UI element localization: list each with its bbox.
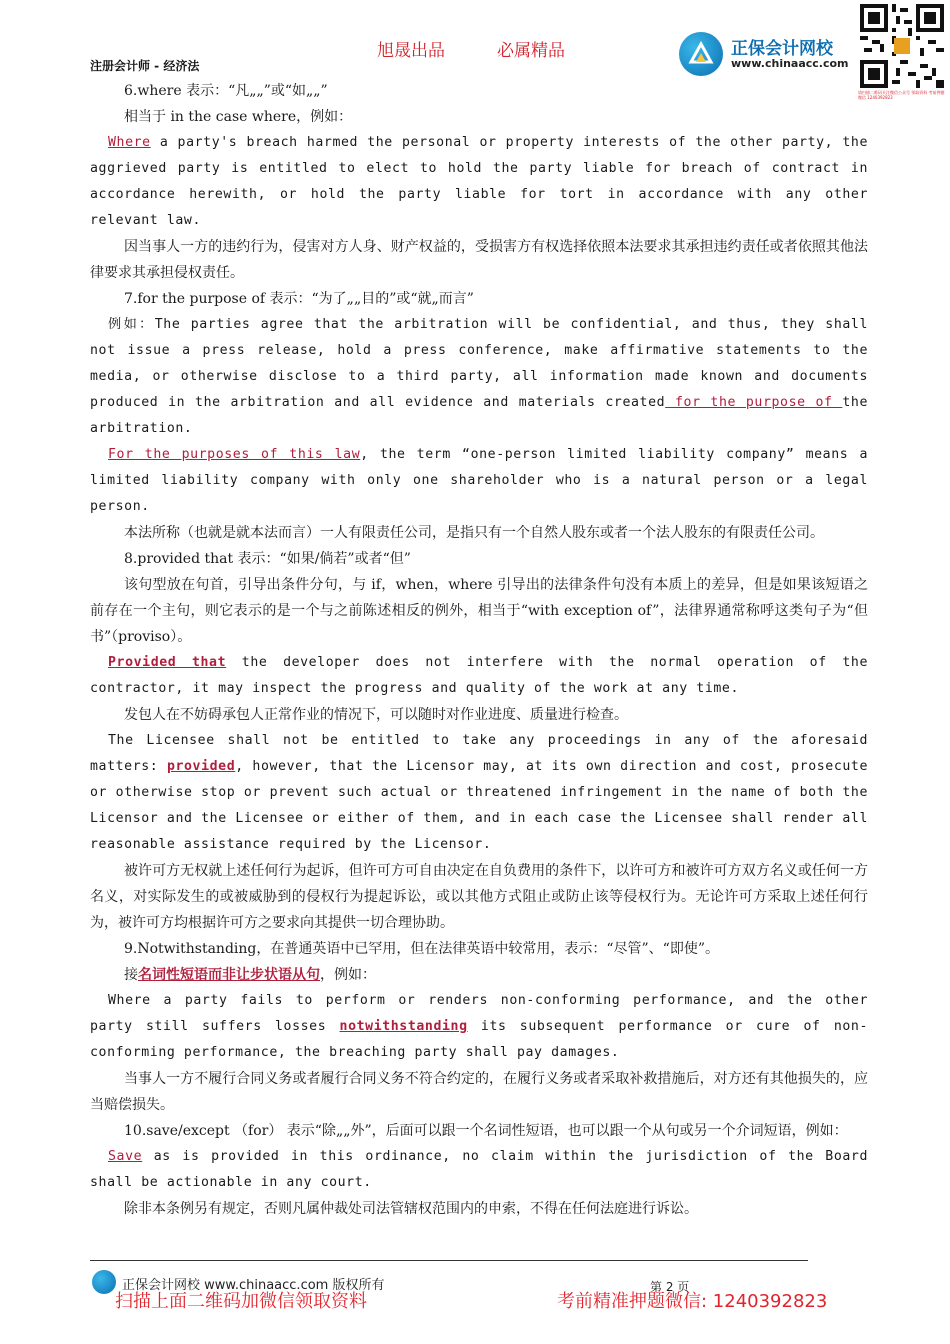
keyword-where: Where: [108, 135, 151, 150]
section-7-example-1-text-a: 例如：The parties agree that the arbitration will be confidential, and thus, they shall not issue a press release, hold a press conference, make affirmative statements to the media, or otherwise disclose to a third party, all information made known and documents produced in the arbitration and all evidence and materials created: [90, 317, 868, 410]
slogan-left: 旭晟出品: [377, 41, 445, 61]
section-10-translation: 除非本条例另有规定，否则凡属仲裁处司法管辖权范围内的申索，不得在任何法庭进行诉讼。: [124, 1201, 698, 1217]
section-6-title: 6.where 表示：“凡„„”或“如„„”: [124, 83, 328, 99]
brand-url: www.chinaacc.com: [731, 57, 849, 70]
section-9-example-text-a: Where a party fails to perform or renders non-conforming performance, and the other party still suffers losses: [90, 993, 868, 1034]
document-body: [90, 78, 868, 1222]
section-7-example-2: [90, 442, 868, 520]
section-7-translation: 本法所称（也就是就本法而言）一人有限责任公司，是指只有一个自然人股东或者一个法人股东的有限责任公司。: [124, 525, 824, 541]
keyword-notwithstanding: notwithstanding: [339, 1019, 468, 1034]
section-9-translation: 当事人一方不履行合同义务或者履行合同义务不符合约定的，在履行义务或者采取补救措施后，对方还有其他损失的，应当赔偿损失。: [90, 1071, 868, 1113]
section-8-example-2-text-b: , however, that the Licensor may, at its own direction and cost, prosecute or otherwise stop or prevent such actual or threatened infringement in the name of both the Licensor and the Licensee or either of them, and in each case the Licensee shall render all reasonable assistance required by the Licensor.: [90, 759, 868, 852]
section-9-note-text-b: ，例如：: [320, 967, 376, 983]
keyword-for-the-purpose-of: for the purpose of: [665, 395, 843, 410]
section-7-example-2-text: , the term “one-person limited liability company” means a limited liability company with only one shareholder who is a natural person or a legal person.: [90, 447, 868, 514]
section-7-example-1-text-b: the arbitration.: [90, 395, 869, 436]
footer-divider: [90, 1260, 808, 1261]
footer-copyright: 正保会计网校 www.chinaacc.com 版权所有: [122, 1278, 385, 1293]
section-7-example-1: [90, 312, 868, 442]
section-10-example-text: as is provided in this ordinance, no claim within the jurisdiction of the Board shall be actionable in any court.: [90, 1149, 868, 1190]
brand-name: 正保会计网校: [731, 39, 833, 59]
section-8-example-2-text-a: The Licensee shall not be entitled to take any proceedings in any of the aforesaid matters:: [90, 733, 868, 774]
keyword-noun-phrase: 名词性短语而非让步状语从句: [138, 967, 320, 983]
keyword-provided-that: Provided that: [108, 655, 227, 670]
brand-logo-icon: [679, 32, 723, 76]
promo-wechat: 考前精准押题微信: 1240392823: [557, 1291, 828, 1312]
section-8-translation-2: 被许可方无权就上述任何行为起诉，但许可方可自由决定在自负费用的条件下，以许可方和被许可方双方名义或任何一方名义，对实际发生的或被威胁到的侵权行为提起诉讼，或以其他方式阻止或防止该等侵权行为。无论许可方采取上述任何行为，被许可方均根据许可方之要求向其提供一切合理协助。: [90, 863, 868, 931]
section-10-title: 10.save/except （for） 表示“除„„外”，后面可以跟一个名词性短语，也可以跟一个从句或另一个介词短语，例如：: [124, 1123, 848, 1139]
section-9-note-text-a: 接: [124, 967, 138, 983]
section-6-example: [90, 130, 868, 234]
section-8-example-1-text: the developer does not interfere with the normal operation of the contractor, it may inspect the progress and quality of the work at any time.: [90, 655, 869, 696]
section-6-note: 相当于 in the case where，例如：: [124, 109, 353, 125]
section-8-translation-1: 发包人在不妨碍承包人正常作业的情况下，可以随时对作业进度、质量进行检查。: [124, 707, 628, 723]
qr-code-icon: [860, 4, 944, 88]
section-9-example-text-b: its subsequent performance or cure of non-conforming performance, the breaching party shall pay damages.: [90, 1019, 868, 1060]
brand-logo[interactable]: [679, 30, 857, 80]
section-9-example: [90, 988, 868, 1066]
section-7-title: 7.for the purpose of 表示：“为了„„目的”或“就„而言”: [124, 291, 474, 307]
course-title: 注册会计师 - 经济法: [90, 59, 200, 73]
keyword-provided: provided: [166, 759, 236, 774]
qr-caption: 请扫描二维码关注微信公众号 领取资料 考前押题微信 1240392823: [858, 90, 945, 100]
promo-scan-qr: 扫描上面二维码加微信领取资料: [115, 1291, 367, 1312]
section-8-example-2: [90, 728, 868, 858]
footer-logo-icon: [92, 1270, 116, 1294]
section-8-title: 8.provided that 表示：“如果/倘若”或者“但”: [124, 551, 411, 567]
page-number: 第 2 页: [650, 1280, 690, 1294]
section-9-title: 9.Notwithstanding，在普通英语中已罕用，但在法律英语中较常用，表示：“尽管”、“即使”。: [124, 941, 719, 957]
section-8-note: 该句型放在句首，引导出条件分句，与 if，when，where 引导出的法律条件句没有本质上的差异，但是如果该短语之前存在一个主句，则它表示的是一个与之前陈述相反的例外，相当于“with exception of”，法律界通常称呼这类句子为“但书”（proviso）。: [90, 577, 868, 645]
section-8-example-1: [90, 650, 868, 702]
section-6-example-text: a party's breach harmed the personal or property interests of the other party, the aggrieved party is entitled to elect to hold the party liable for breach of contract in accordance herewith, or hold the party liable for tort in accordance with any other relevant law.: [90, 135, 868, 228]
section-9-note: [90, 962, 868, 988]
section-10-example: [90, 1144, 868, 1196]
section-6-translation: 因当事人一方的违约行为，侵害对方人身、财产权益的，受损害方有权选择依照本法要求其承担违约责任或者依照其他法律要求其承担侵权责任。: [90, 239, 868, 281]
slogan-right: 必属精品: [497, 41, 565, 61]
keyword-for-the-purposes-of-this-law: For the purposes of this law: [108, 447, 361, 462]
keyword-save: Save: [108, 1149, 143, 1164]
